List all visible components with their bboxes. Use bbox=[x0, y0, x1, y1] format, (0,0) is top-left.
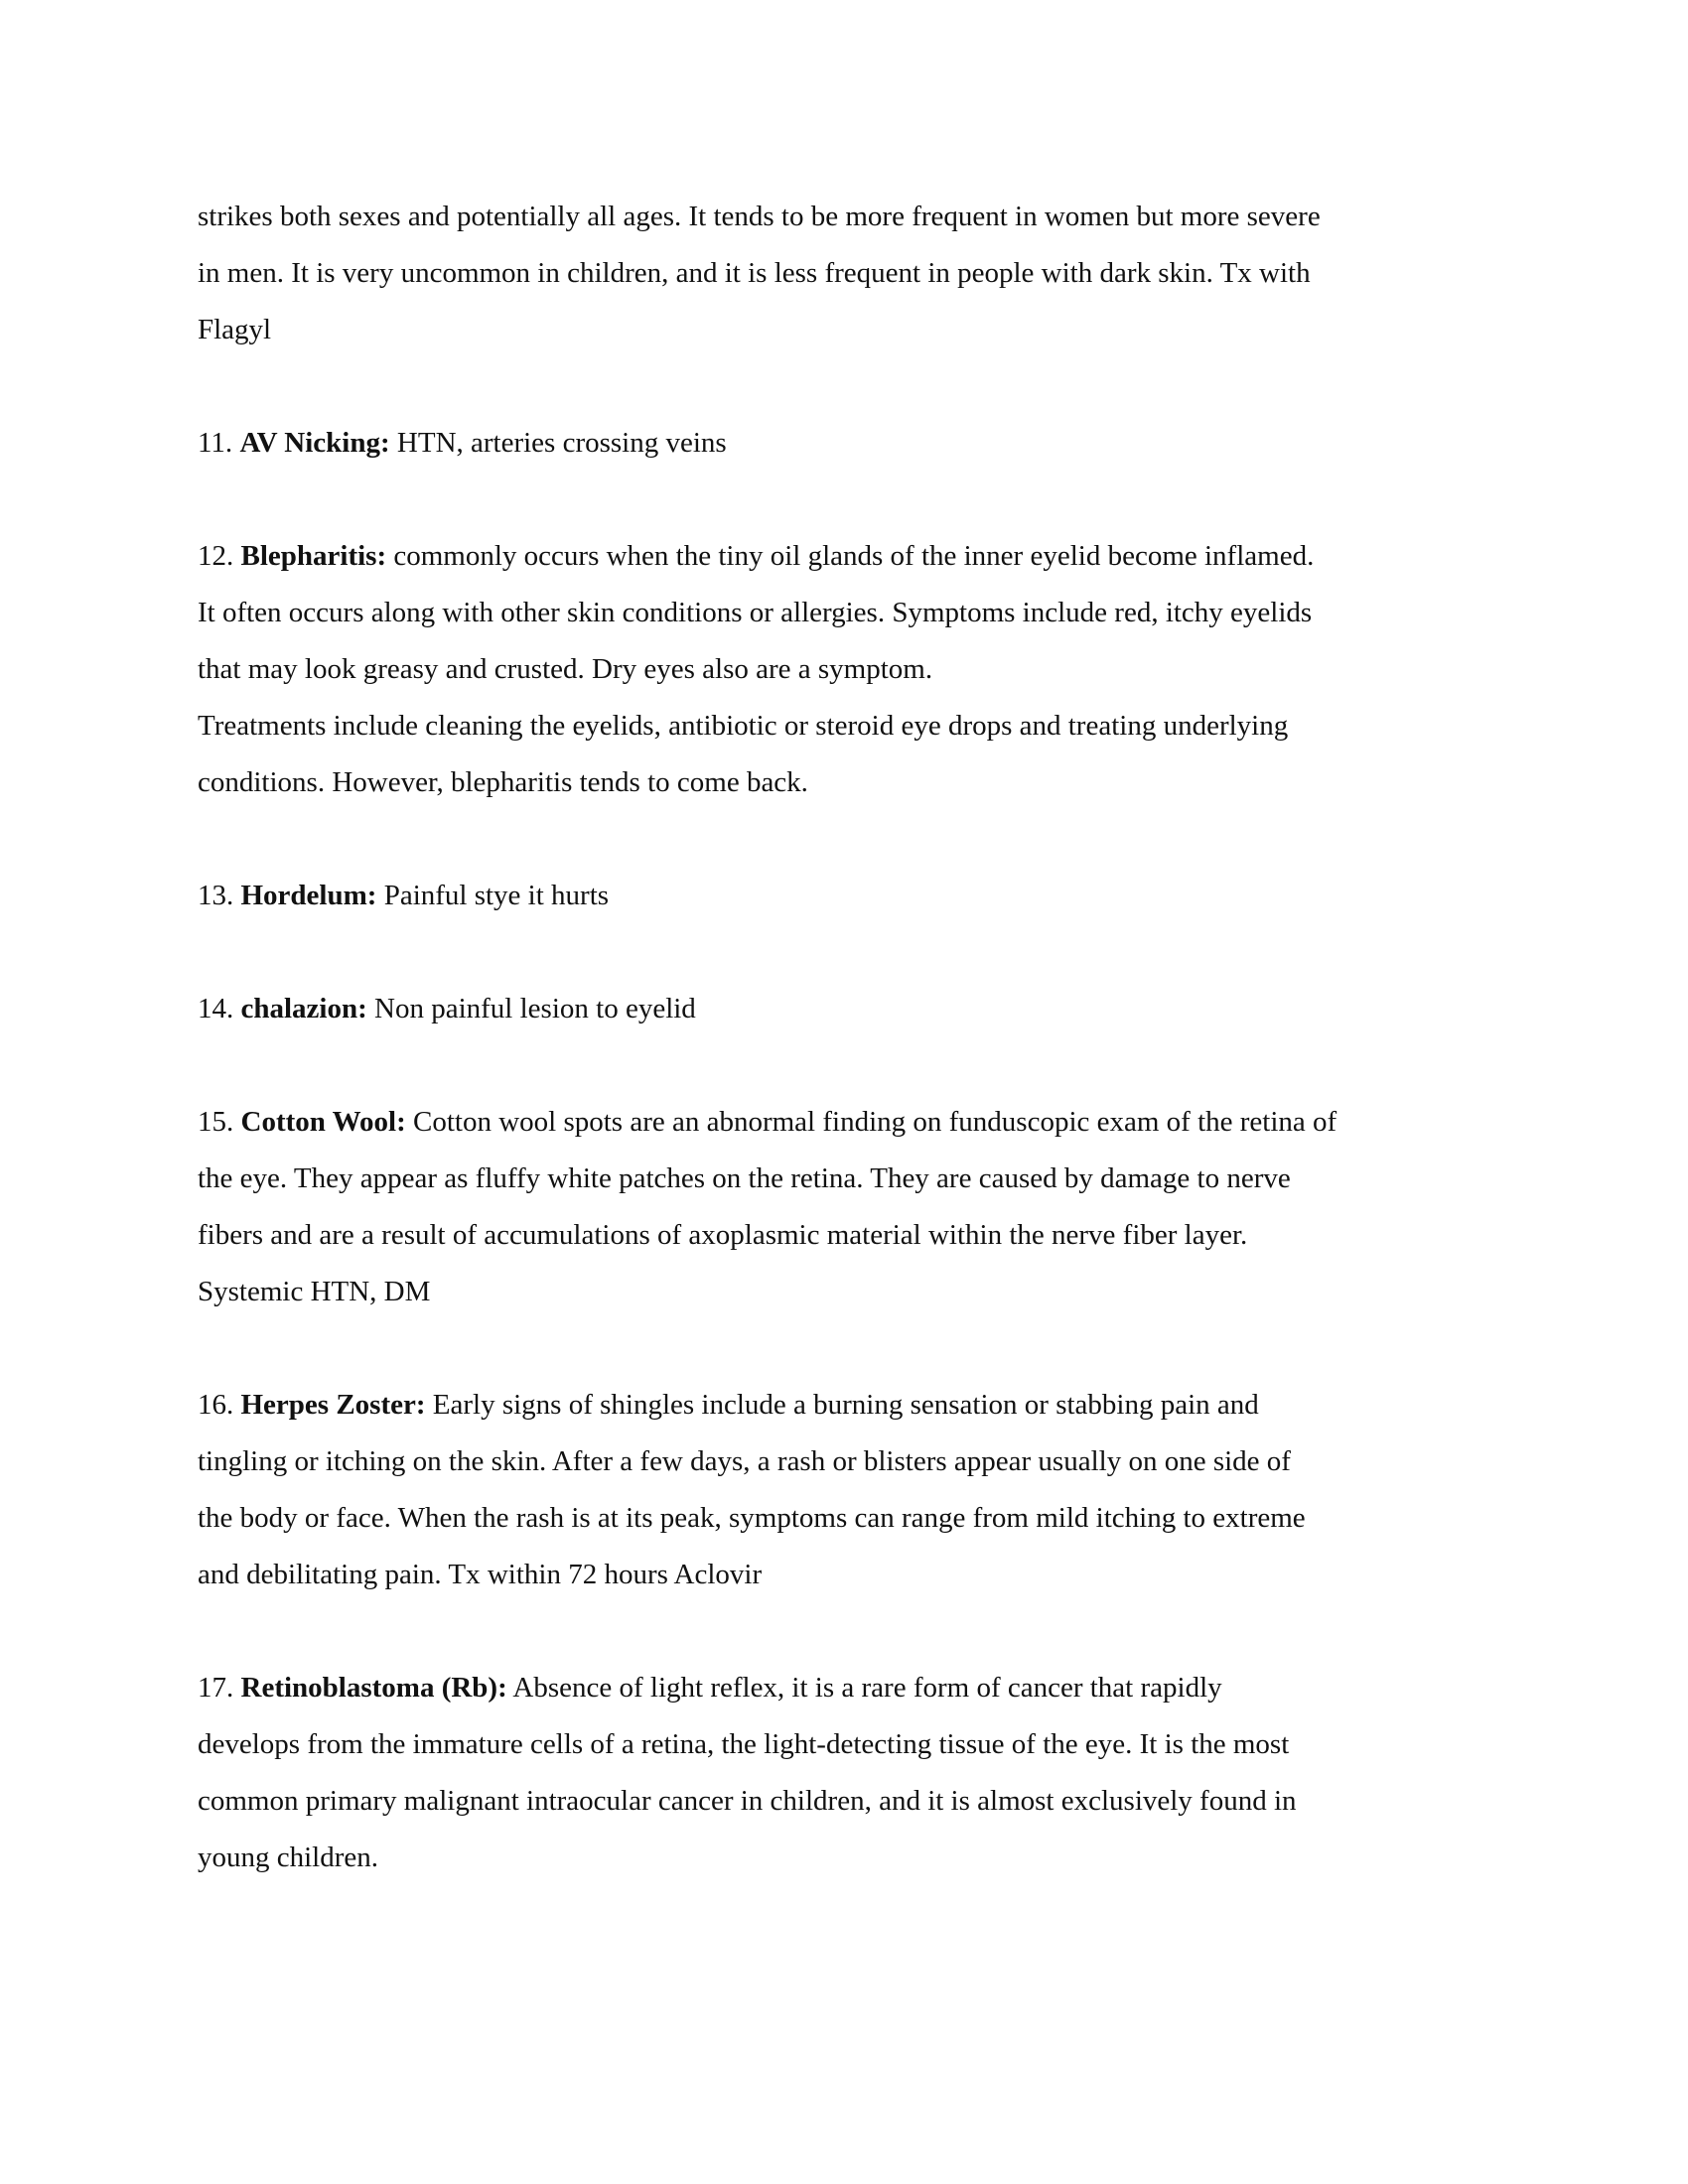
text-line: young children. bbox=[198, 1842, 379, 1873]
item-text: Non painful lesion to eyelid bbox=[366, 993, 696, 1024]
item-term: AV Nicking: bbox=[239, 427, 390, 459]
text-line: strikes both sexes and potentially all ages. It tends to be more frequent in women but more severe bbox=[198, 201, 1321, 232]
item-term: Retinoblastoma (Rb): bbox=[240, 1672, 507, 1704]
item-text: HTN, arteries crossing veins bbox=[389, 427, 727, 459]
item-text: Early signs of shingles include a burning sensation or stabbing pain and bbox=[425, 1389, 1259, 1421]
text-line: conditions. However, blepharitis tends to come back. bbox=[198, 766, 808, 798]
item-hordelum bbox=[198, 868, 1488, 924]
item-av-nicking bbox=[198, 415, 1488, 472]
text-line: fibers and are a result of accumulations of axoplasmic material within the nerve fiber layer. bbox=[198, 1219, 1248, 1251]
text-line: Systemic HTN, DM bbox=[198, 1276, 431, 1307]
item-number: 15. bbox=[198, 1106, 241, 1138]
item-text: Cotton wool spots are an abnormal finding on funduscopic exam of the retina of bbox=[405, 1106, 1337, 1138]
item-term: Hordelum: bbox=[240, 880, 377, 911]
text-line: It often occurs along with other skin conditions or allergies. Symptoms include red, itchy eyelids bbox=[198, 597, 1313, 628]
text-line: common primary malignant intraocular cancer in children, and it is almost exclusively found in bbox=[198, 1785, 1297, 1817]
text-line: and debilitating pain. Tx within 72 hours Aclovir bbox=[198, 1559, 763, 1590]
item-text: Absence of light reflex, it is a rare form of cancer that rapidly bbox=[506, 1672, 1222, 1704]
item-number: 14. bbox=[198, 993, 241, 1024]
item-number: 13. bbox=[198, 880, 241, 911]
text-line: tingling or itching on the skin. After a few days, a rash or blisters appear usually on one side of bbox=[198, 1445, 1291, 1477]
text-line: the eye. They appear as fluffy white patches on the retina. They are caused by damage to nerve bbox=[198, 1162, 1291, 1194]
item-term: Cotton Wool: bbox=[240, 1106, 406, 1138]
item-number: 12. bbox=[198, 540, 241, 572]
item-term: Herpes Zoster: bbox=[240, 1389, 426, 1421]
item-herpes-zoster bbox=[198, 1377, 1488, 1603]
item-retinoblastoma bbox=[198, 1660, 1488, 1886]
text-line: in men. It is very uncommon in children, and it is less frequent in people with dark skin. Tx with bbox=[198, 257, 1311, 289]
item-text: commonly occurs when the tiny oil glands of the inner eyelid become inflamed. bbox=[386, 540, 1315, 572]
item-chalazion bbox=[198, 981, 1488, 1037]
text-line: Flagyl bbox=[198, 314, 272, 345]
item-cotton-wool bbox=[198, 1094, 1488, 1320]
item-text: Painful stye it hurts bbox=[376, 880, 610, 911]
text-line: Treatments include cleaning the eyelids, antibiotic or steroid eye drops and treating underlying bbox=[198, 710, 1289, 742]
item-number: 16. bbox=[198, 1389, 241, 1421]
text-line: the body or face. When the rash is at its peak, symptoms can range from mild itching to extreme bbox=[198, 1502, 1306, 1534]
text-line: that may look greasy and crusted. Dry eyes also are a symptom. bbox=[198, 653, 933, 685]
document-page bbox=[198, 189, 1488, 1943]
text-line: develops from the immature cells of a retina, the light-detecting tissue of the eye. It is the most bbox=[198, 1728, 1290, 1760]
item-term: chalazion: bbox=[240, 993, 367, 1024]
continuation-paragraph bbox=[198, 189, 1488, 358]
item-number: 17. bbox=[198, 1672, 241, 1704]
item-term: Blepharitis: bbox=[240, 540, 387, 572]
item-blepharitis bbox=[198, 528, 1488, 811]
item-number: 11. bbox=[198, 427, 240, 459]
